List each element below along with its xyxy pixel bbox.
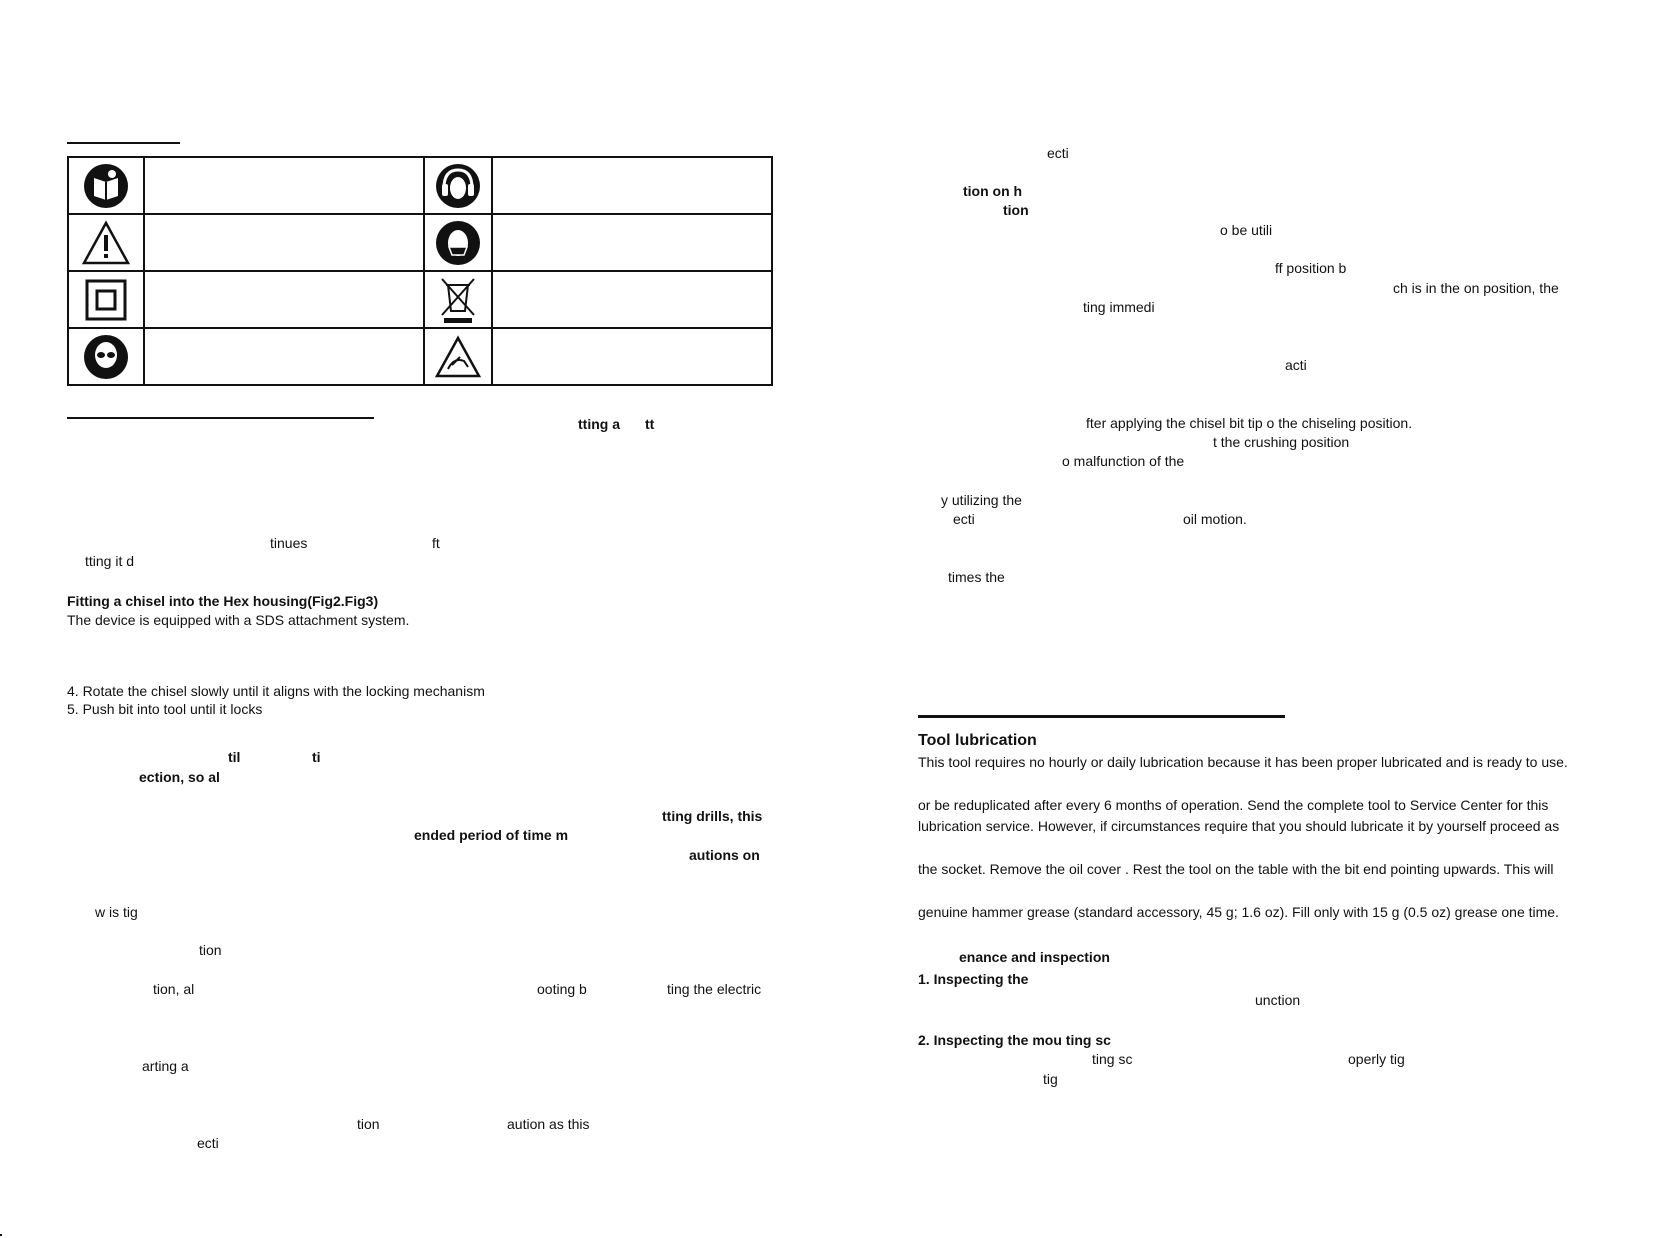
text-fragment: tting drills, this — [662, 808, 763, 824]
text-fragment: autions on — [689, 847, 760, 863]
text-fragment: arting a — [142, 1058, 189, 1074]
text-fragment: y utilizing the — [941, 492, 1022, 508]
text-fragment: tting it d — [85, 553, 135, 569]
lubrication-line: or be reduplicated after every 6 months of operation. Send the complete tool to Service Center for this — [918, 797, 1549, 813]
page-mark — [0, 1234, 2, 1236]
hand-vibration-warning-icon — [424, 328, 492, 385]
text-fragment: tting a — [578, 416, 620, 432]
text-fragment: ch is in the on position, the — [1393, 280, 1559, 296]
text-fragment: til — [228, 749, 241, 765]
symbols-row — [68, 271, 772, 328]
header-rule-symbols — [67, 142, 180, 144]
maintenance-item: 2. Inspecting the mou ting sc — [918, 1032, 1111, 1048]
symbol-description — [492, 271, 772, 328]
lubrication-heading: Tool lubrication — [918, 732, 1037, 749]
text-fragment: tion — [357, 1116, 380, 1132]
text-fragment: tinues — [270, 535, 308, 551]
text-fragment: tt — [645, 416, 655, 432]
lubrication-line: the socket. Remove the oil cover . Rest the tool on the table with the bit end pointing upwards. This will — [918, 861, 1554, 877]
maintenance-fragment: tig — [1043, 1071, 1058, 1087]
fitting-heading: Fitting a chisel into the Hex housing(Fig2.Fig3) — [67, 593, 379, 609]
maintenance-fragment: unction — [1255, 992, 1301, 1008]
text-fragment: w is tig — [95, 904, 138, 920]
fitting-step-4: 4. Rotate the chisel slowly until it aligns with the locking mechanism — [67, 683, 485, 699]
fitting-step-5: 5. Push bit into tool until it locks — [67, 701, 263, 717]
text-fragment: ting immedi — [1083, 299, 1155, 315]
double-insulation-icon — [68, 271, 144, 328]
lubrication-line: lubrication service. However, if circumstances require that you should lubricate it by yourself proceed as — [918, 818, 1560, 834]
maintenance-fragment: ting sc — [1092, 1051, 1133, 1067]
symbol-description — [144, 214, 424, 271]
lubrication-line: This tool requires no hourly or daily lubrication because it has been proper lubricated and is ready to use. — [918, 754, 1568, 770]
dust-mask-icon — [424, 214, 492, 271]
text-fragment: tion, al — [153, 981, 195, 997]
header-rule-maintenance — [918, 715, 1285, 718]
text-fragment: tion on h — [963, 183, 1023, 199]
weee-bin-icon — [424, 271, 492, 328]
text-fragment: t the crushing position — [1213, 434, 1350, 450]
text-fragment: ection, so al — [139, 769, 220, 785]
header-rule-section — [67, 417, 374, 419]
eye-protection-icon — [68, 328, 144, 385]
text-fragment: tion — [1003, 202, 1029, 218]
text-fragment: ti — [312, 749, 321, 765]
read-manual-icon — [68, 157, 144, 214]
text-fragment: aution as this — [507, 1116, 590, 1132]
lubrication-line: genuine hammer grease (standard accessory, 45 g; 1.6 oz). Fill only with 15 g (0.5 oz) grease one time. — [918, 904, 1559, 920]
symbol-description — [144, 271, 424, 328]
symbol-description — [144, 328, 424, 385]
text-fragment: o malfunction of the — [1062, 453, 1185, 469]
text-fragment: ft — [432, 535, 440, 551]
text-fragment: acti — [1285, 357, 1307, 373]
symbols-table — [67, 156, 773, 386]
fitting-line: The device is equipped with a SDS attachment system. — [67, 612, 410, 628]
symbols-row — [68, 157, 772, 214]
text-fragment: ecti — [953, 511, 975, 527]
text-fragment: o be utili — [1220, 222, 1273, 238]
symbols-row — [68, 328, 772, 385]
maintenance-fragment: operly tig — [1348, 1051, 1405, 1067]
warning-triangle-icon — [68, 214, 144, 271]
text-fragment: oil motion. — [1183, 511, 1247, 527]
text-fragment: ff position b — [1275, 260, 1347, 276]
symbol-description — [492, 214, 772, 271]
symbol-description — [144, 157, 424, 214]
symbol-description — [492, 328, 772, 385]
text-fragment: ting the electric — [667, 981, 762, 997]
text-fragment: ended period of time m — [414, 827, 569, 843]
symbols-row — [68, 214, 772, 271]
text-fragment: ecti — [197, 1135, 219, 1151]
text-fragment: times the — [948, 569, 1005, 585]
text-fragment: fter applying the chisel bit tip o the chiseling position. — [1086, 415, 1413, 431]
maintenance-item: 1. Inspecting the — [918, 971, 1029, 987]
ear-protection-icon — [424, 157, 492, 214]
text-fragment: ooting b — [537, 981, 587, 997]
maintenance-heading: enance and inspection — [959, 949, 1110, 965]
symbol-description — [492, 157, 772, 214]
text-fragment: tion — [199, 942, 222, 958]
text-fragment: ecti — [1047, 145, 1069, 161]
